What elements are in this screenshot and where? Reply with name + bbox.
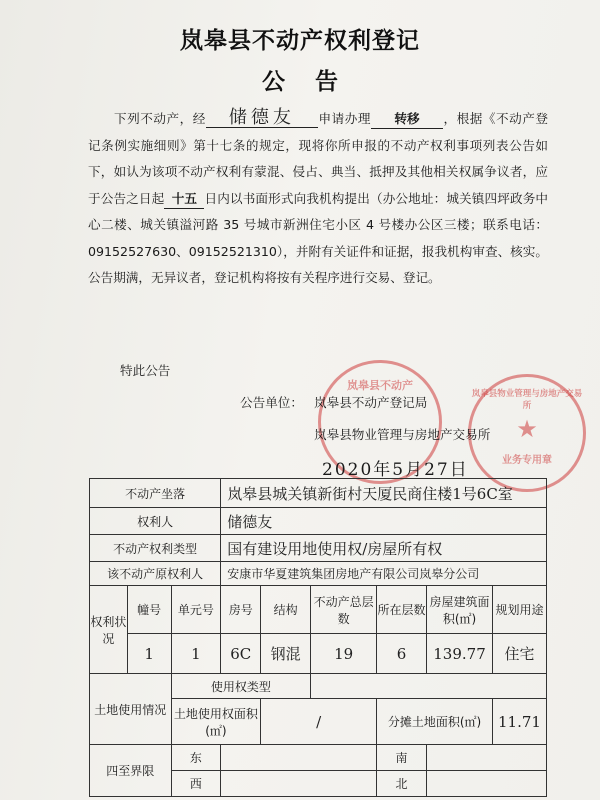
land-usage-label: 土地使用情况 xyxy=(90,674,172,745)
shared-area-label: 分摊土地面积(㎡) xyxy=(377,699,493,745)
value-area: 139.77 xyxy=(427,634,493,674)
notice-text-b: 申请办理 xyxy=(317,111,371,126)
location-value: 岚皋县城关镇新街村天厦民商住楼1号6C室 xyxy=(221,479,547,508)
west-label: 西 xyxy=(171,771,221,797)
south-value xyxy=(427,745,547,771)
right-type-value: 国有建设用地使用权/房屋所有权 xyxy=(221,535,547,562)
holder-label: 权利人 xyxy=(90,508,221,535)
date-handwritten: 2020年5月27日 xyxy=(322,460,469,480)
location-label: 不动产坐落 xyxy=(90,479,221,508)
east-value xyxy=(221,745,377,771)
north-label: 北 xyxy=(377,771,427,797)
land-area-value: / xyxy=(261,699,377,745)
value-structure: 钢混 xyxy=(261,634,311,674)
header-structure: 结构 xyxy=(261,586,311,634)
orig-holder-label: 该不动产原权利人 xyxy=(90,562,221,586)
days-value: 十五 xyxy=(164,190,204,209)
north-value xyxy=(427,771,547,797)
use-type-label: 使用权类型 xyxy=(171,674,311,699)
notice-body xyxy=(88,106,548,292)
issuing-unit-1: 岚皋县不动产登记局 xyxy=(314,395,428,410)
seal-star-icon: ★ xyxy=(516,415,538,443)
header-building: 幢号 xyxy=(127,586,171,634)
value-room: 6C xyxy=(221,634,261,674)
boundary-label: 四至界限 xyxy=(90,745,172,797)
shared-area-value: 11.71 xyxy=(492,699,546,745)
notice-text-a: 下列不动产，经 xyxy=(114,111,206,126)
header-total-floors: 不动产总层数 xyxy=(311,586,377,634)
header-usage: 规划用途 xyxy=(492,586,546,634)
east-label: 东 xyxy=(171,745,221,771)
page-subtitle: 公告 xyxy=(262,69,368,95)
orig-holder-value: 安康市华夏建筑集团房地产有限公司岚皋分公司 xyxy=(221,562,547,586)
value-unit: 1 xyxy=(171,634,221,674)
registration-table xyxy=(89,478,547,797)
issuing-unit-2: 岚皋县物业管理与房地产交易所 xyxy=(314,427,491,442)
value-total-floors: 19 xyxy=(311,634,377,674)
unit-label: 公告单位： xyxy=(240,395,303,410)
value-usage: 住宅 xyxy=(492,634,546,674)
west-value xyxy=(221,771,377,797)
special-notice: 特此公告 xyxy=(120,363,171,378)
header-unit: 单元号 xyxy=(171,586,221,634)
notice-text-c: ，根据《不动产登记条例实施细则》第十七条的规定，现将你所申报的不动产权利事项列表公告如下，如认为该项不动产权利有蒙混、侵占、典当、抵押及其他相关权属争议者，应于公告之日起 xyxy=(88,111,549,206)
seal2-bottom-text: 业务专用章 xyxy=(502,455,552,466)
status-label: 权利状况 xyxy=(90,586,128,674)
seal1-text: 岚皋县不动产 xyxy=(347,379,413,392)
value-building: 1 xyxy=(127,634,171,674)
page-title: 岚皋县不动产权利登记 xyxy=(180,28,420,54)
action-value: 转移 xyxy=(371,110,443,129)
header-room: 房号 xyxy=(221,586,261,634)
value-floor: 6 xyxy=(377,634,427,674)
right-type-label: 不动产权利类型 xyxy=(90,535,221,562)
south-label: 南 xyxy=(377,745,427,771)
holder-value: 储德友 xyxy=(221,508,547,535)
notice-text-d: 日内以书面形式向我机构提出（办公地址：城关镇四坪政务中心二楼、城关镇溢河路 35 号城市新洲住宅小区 4 号楼办公区三楼；联系电话：09152527630、09152521310），并附有关证件和证据，报我机构审查、核实。公告期满，无异议者，登记机构将按有关程序进行交易、登记。 xyxy=(88,190,549,285)
seal2-text: 岚皋县物业管理与房地产交易所 xyxy=(471,389,583,411)
header-floor: 所在层数 xyxy=(377,586,427,634)
land-area-label: 土地使用权面积(㎡) xyxy=(171,699,261,745)
header-area: 房屋建筑面积(㎡) xyxy=(427,586,493,634)
use-type-value xyxy=(311,674,547,699)
applicant-handwritten: 储德友 xyxy=(206,109,318,128)
